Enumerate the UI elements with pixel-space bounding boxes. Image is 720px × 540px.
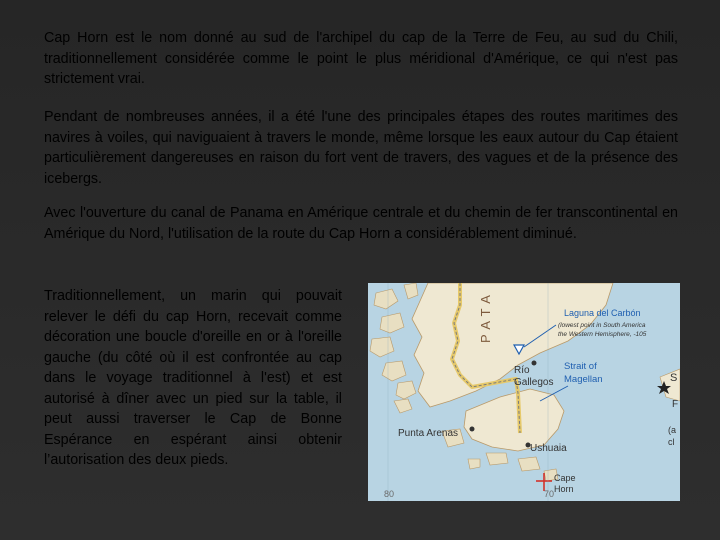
punta-arenas-dot [470,427,475,432]
edge-label-c: cl [668,437,675,447]
region-label: P A T A [478,294,493,343]
strait-label-1: Strait of [564,361,597,372]
laguna-title: Laguna del Carbón [564,308,641,318]
rio-gallegos-label-1: Río [514,365,530,376]
paragraph-intro: Cap Horn est le nom donné au sud de l'archipel du cap de la Terre de Feu, au sud du Chili, traditionnellement considérée comme le point le plus méridional d'Amérique, ce qui n'est pas strictement vrai. [44,30,678,87]
rio-gallegos-dot [532,361,537,366]
laguna-note-1: (lowest point in South America [558,322,646,329]
ushuaia-label: Ushuaia [530,443,567,454]
cape-horn-label-1: Cape [554,473,576,483]
paragraph-panama: Avec l'ouverture du canal de Panama en Amérique centrale et du chemin de fer transcontinental en Amérique du Nord, l'utilisation de la route du Cap Horn a considérablement diminué. [44,205,678,242]
cape-horn-map [368,283,680,501]
longitude-label-80: 80 [384,489,395,499]
map-graphic [368,283,680,501]
strait-label-2: Magellan [564,374,603,385]
paragraph-history: Pendant de nombreuses années, il a été l'une des principales étapes des routes maritimes des navires à voiles, qui naviguaient à travers le monde, même lorsque les eaux autour du Cap étaient particulièrement dangereuses en raison du fort vent de travers, des vagues et de la présence des icebergs. [44,109,678,187]
paragraph-tradition: Traditionnellement, un marin qui pouvait relever le défi du cap Horn, recevait comme décoration une boucle d'oreille en or à l'oreille gauche (du côté où il est confrontée au cap dans le voyage traditionnel à l'est) et est autorisé à dîner avec un pied sur la table, il peut aussi traverser le Cap de Bonne Espérance en espérant ainsi obtenir l’autorisation des deux pieds. [44,288,342,468]
laguna-note-2: the Western Hemisphere, -105 [558,331,647,338]
punta-arenas-label: Punta Arenas [398,428,459,439]
longitude-label-70: 70 [544,489,555,499]
rio-gallegos-label-2: Gallegos [514,377,554,388]
edge-label-s: S [670,372,678,384]
edge-label-a: (a [668,425,677,435]
cape-horn-label-2: Horn [554,484,574,494]
edge-label-f: F [672,399,679,410]
